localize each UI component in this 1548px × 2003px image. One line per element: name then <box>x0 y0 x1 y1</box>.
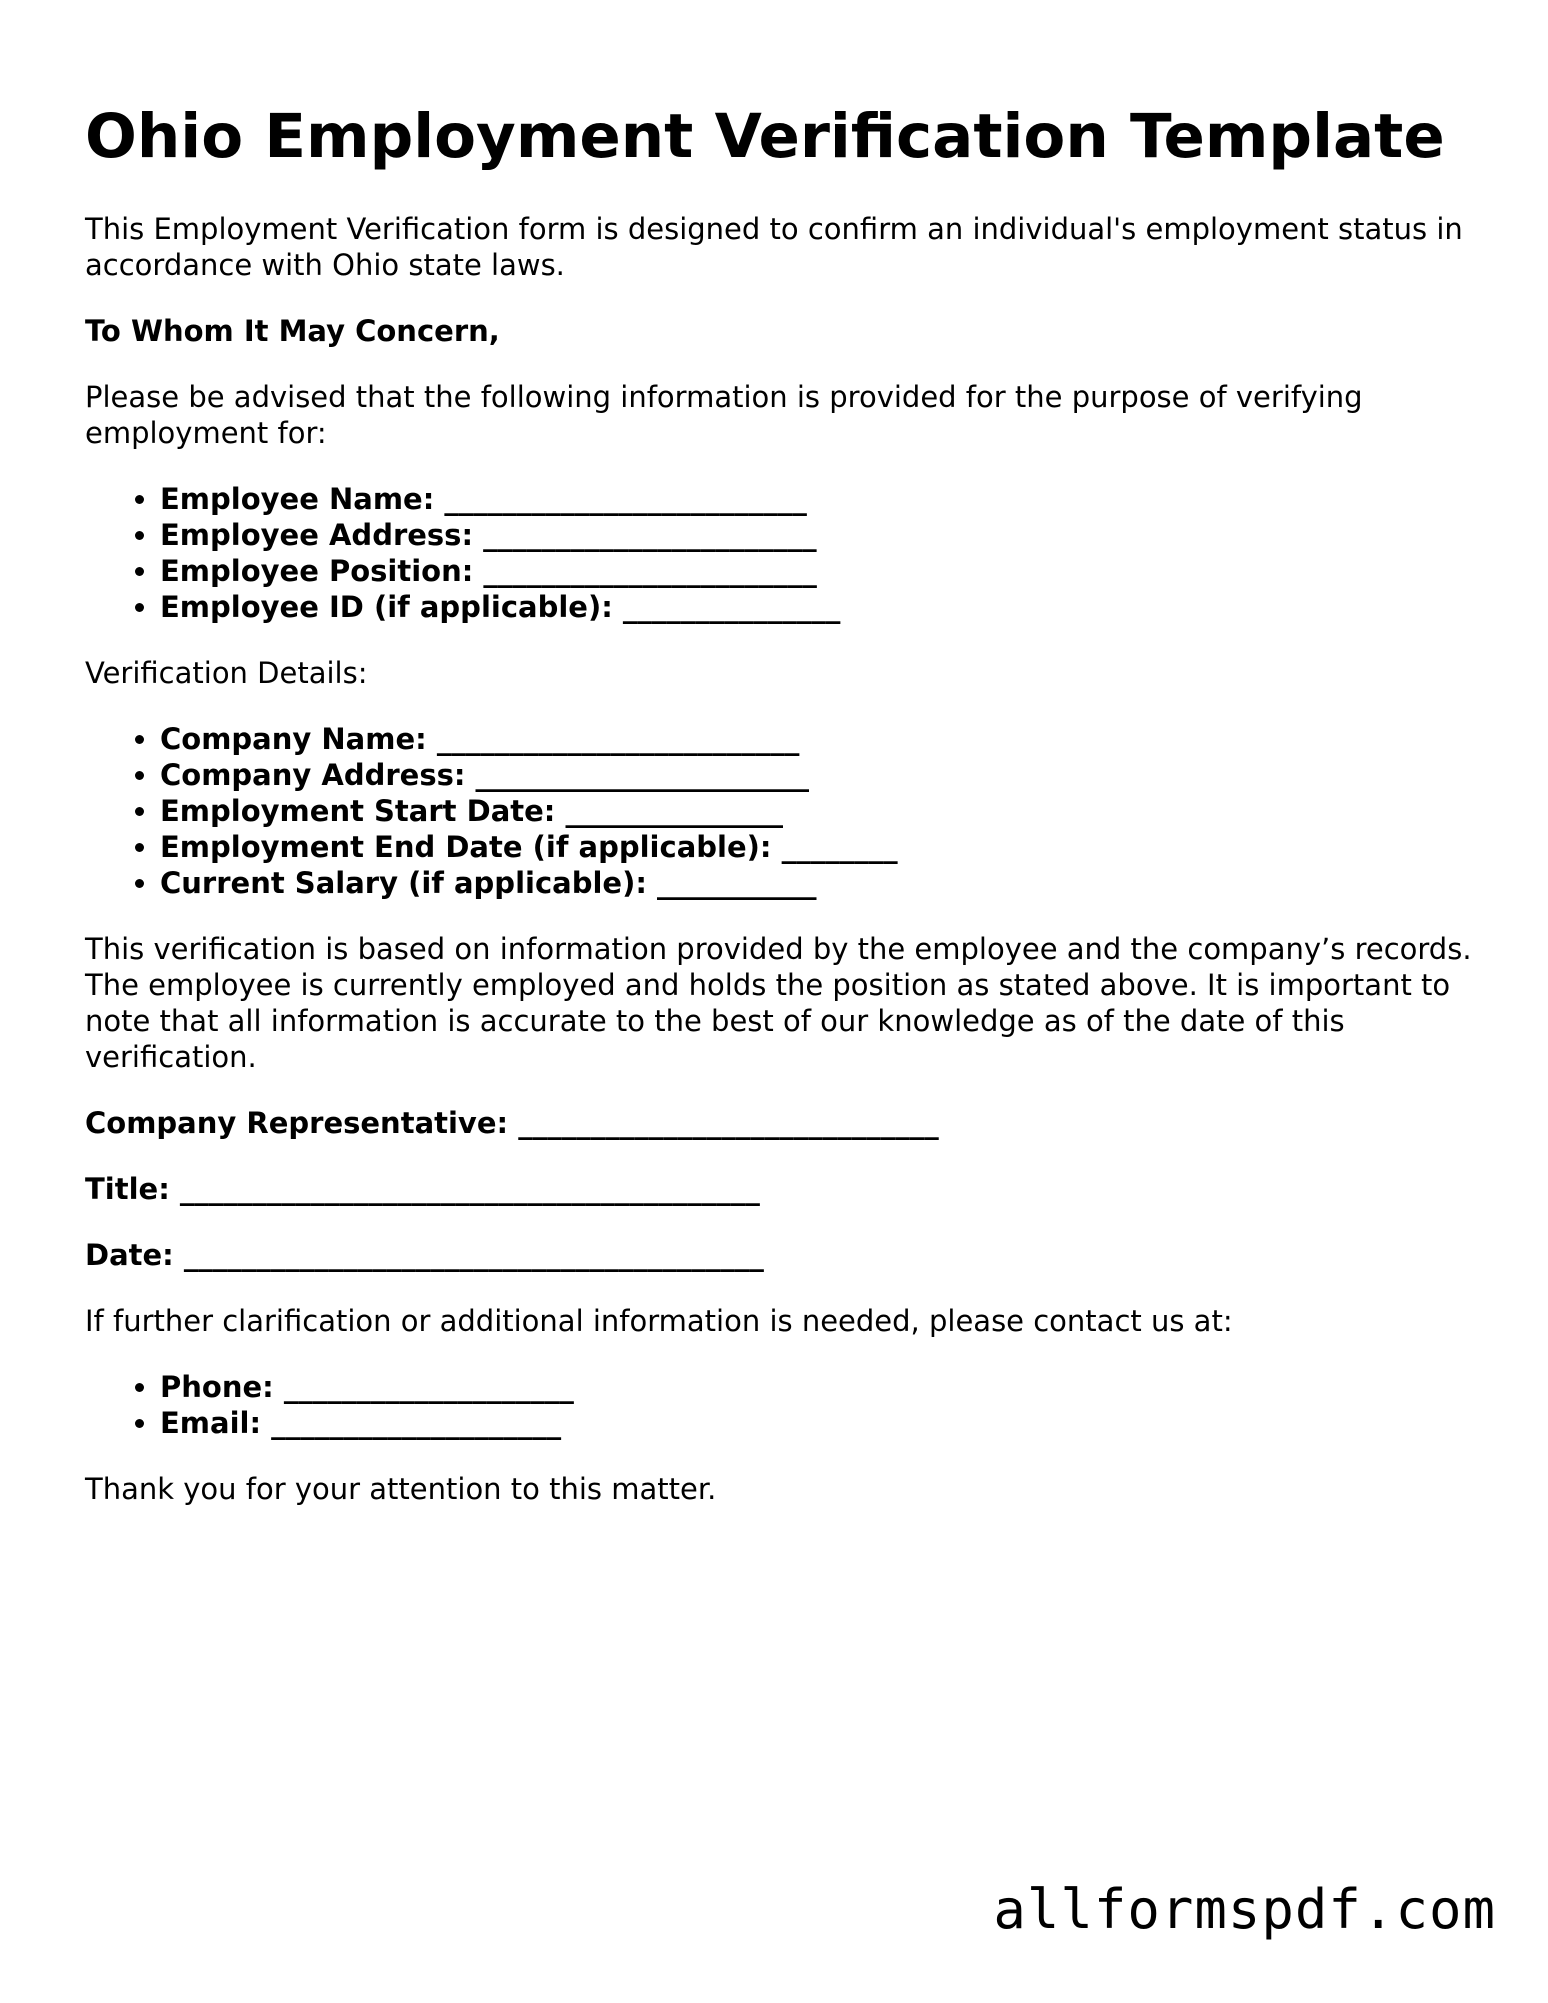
employee-id-field: • Employee ID (if applicable): _______________ <box>160 589 1475 625</box>
start-date-field: • Employment Start Date: _______________ <box>160 793 1475 829</box>
end-date-field: • Employment End Date (if applicable): ________ <box>160 829 1475 865</box>
employee-position-field: • Employee Position: _______________________ <box>160 553 1475 589</box>
document-page <box>85 100 1475 1507</box>
employee-name-field: • Employee Name: _________________________ <box>160 481 1475 517</box>
title-field: Title: ________________________________________ <box>85 1172 760 1207</box>
document-title: Ohio Employment Verification Template <box>85 101 1445 172</box>
company-name-field: • Company Name: _________________________ <box>160 721 1475 757</box>
date-field: Date: ________________________________________ <box>85 1238 764 1273</box>
contact-fields-list <box>85 1369 1475 1441</box>
lead-paragraph: Please be advised that the following information is provided for the purpose of verifying employment for: <box>85 380 1363 451</box>
intro-paragraph: This Employment Verification form is designed to confirm an individual's employment status in accordance with Ohio state laws. <box>85 212 1463 283</box>
representative-field: Company Representative: _____________________________ <box>85 1106 939 1141</box>
employee-address-field: • Employee Address: _______________________ <box>160 517 1475 553</box>
email-field: • Email: ____________________ <box>160 1405 1475 1441</box>
salutation: To Whom It May Concern, <box>85 314 500 349</box>
phone-field: • Phone: ____________________ <box>160 1369 1475 1405</box>
closing-line: Thank you for your attention to this matter. <box>85 1472 717 1507</box>
verification-fields-list <box>85 721 1475 901</box>
company-address-field: • Company Address: _______________________ <box>160 757 1475 793</box>
contact-lead: If further clarification or additional information is needed, please contact us at: <box>85 1304 1233 1339</box>
watermark-logo: allformspdf.com <box>993 1878 1496 1941</box>
statement-paragraph: This verification is based on information provided by the employee and the company’s records. The employee is currently employed and holds the position as stated above. It is important to note that all information is accurate to the best of our knowledge as of the date of this verification. <box>85 932 1472 1075</box>
verification-heading: Verification Details: <box>85 656 368 691</box>
salary-field: • Current Salary (if applicable): ___________ <box>160 865 1475 901</box>
employee-fields-list <box>85 481 1475 625</box>
